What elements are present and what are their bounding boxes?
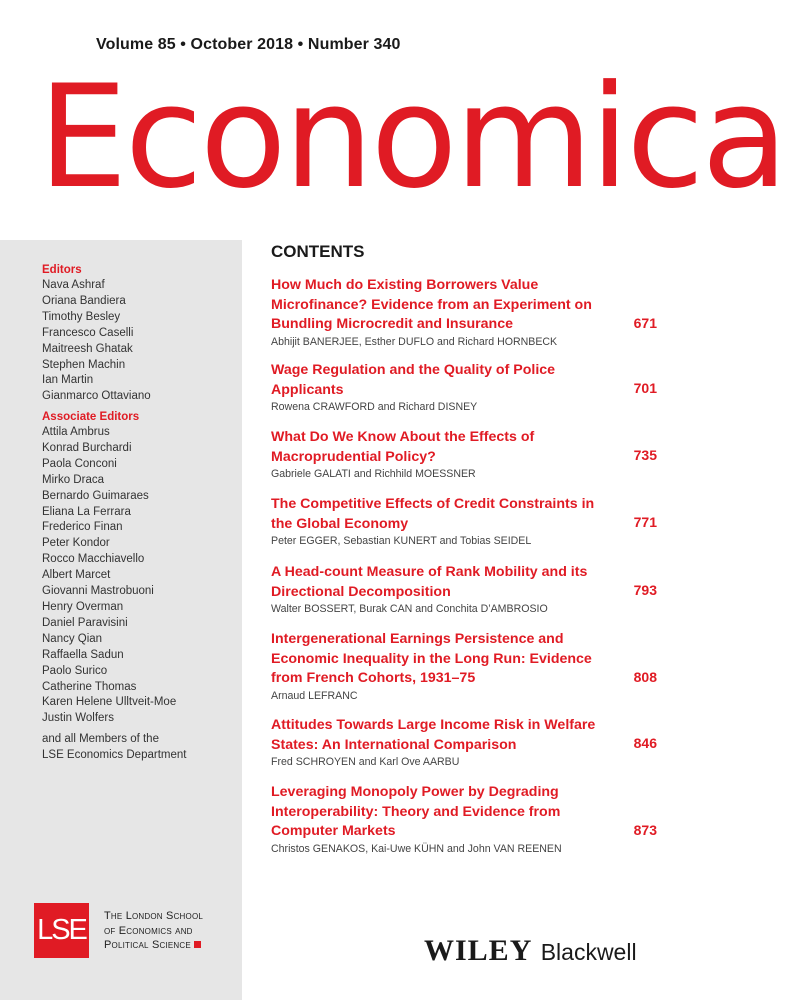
article-page-number: 873 <box>633 822 657 838</box>
editors-note <box>42 732 186 763</box>
lse-name-line: of Economics and <box>104 924 193 937</box>
editors-section <box>42 262 151 405</box>
article-page-number: 735 <box>633 447 657 463</box>
associate-editor-name: Frederico Finan <box>42 521 123 534</box>
article-title[interactable]: Wage Regulation and the Quality of Police Applicants <box>271 362 556 398</box>
publisher-logo <box>424 934 637 968</box>
associate-editors-section <box>42 409 176 727</box>
article-title[interactable]: What Do We Know About the Effects of Macroprudential Policy? <box>271 429 535 465</box>
editors-note-line: LSE Economics Department <box>42 748 187 761</box>
article-entry[interactable] <box>271 630 661 704</box>
associate-editor-name: Justin Wolfers <box>42 712 115 725</box>
article-page-number: 793 <box>633 582 657 598</box>
associate-editors-heading: Associate Editors <box>42 411 140 423</box>
editors-note-line: and all Members of the <box>42 733 159 745</box>
editors-sidebar <box>0 240 242 1000</box>
red-square-icon <box>194 941 201 948</box>
article-page-number: 808 <box>633 669 657 685</box>
associate-editor-name: Giovanni Mastrobuoni <box>42 585 154 598</box>
article-authors: Abhijit BANERJEE, Esther DUFLO and Richard HORNBECK <box>271 335 558 348</box>
article-entry[interactable] <box>271 428 661 482</box>
editor-name: Stephen Machin <box>42 358 126 371</box>
article-authors: Walter BOSSERT, Burak CAN and Conchita D’AMBROSIO <box>271 603 548 615</box>
blackwell-wordmark: Blackwell <box>540 939 637 965</box>
associate-editors-list <box>42 425 176 727</box>
article-authors: Peter EGGER, Sebastian KUNERT and Tobias SEIDEL <box>271 535 532 547</box>
lse-name-line-text: Political Science <box>104 939 191 951</box>
article-authors: Christos GENAKOS, Kai-Uwe KÜHN and John VAN REENEN <box>271 842 562 855</box>
article-authors: Gabriele GALATI and Richhild MOESSNER <box>271 468 476 480</box>
article-page-number: 671 <box>633 315 657 331</box>
associate-editor-name: Albert Marcet <box>42 569 111 582</box>
article-title[interactable]: Intergenerational Earnings Persistence and Economic Inequality in the Long Run: Evidence from French Cohorts, 1931–75 <box>271 631 592 686</box>
article-entry[interactable] <box>271 563 661 617</box>
wiley-wordmark: WILEY <box>424 934 533 967</box>
editor-name: Maitreesh Ghatak <box>42 342 133 355</box>
editor-name: Nava Ashraf <box>42 279 105 291</box>
article-page-number: 701 <box>633 380 657 396</box>
editor-name: Timothy Besley <box>42 310 121 323</box>
journal-title: Economica <box>38 55 785 220</box>
associate-editor-name: Rocco Macchiavello <box>42 553 145 566</box>
associate-editor-name: Eliana La Ferrara <box>42 505 131 518</box>
associate-editor-name: Paolo Surico <box>42 664 108 677</box>
editors-heading: Editors <box>42 264 82 276</box>
associate-editor-name: Karen Helene Ulltveit-Moe <box>42 696 177 709</box>
lse-logo: LSE <box>34 903 89 958</box>
editor-name: Ian Martin <box>42 374 94 387</box>
editor-name: Oriana Bandiera <box>42 294 126 307</box>
article-title[interactable]: Attitudes Towards Large Income Risk in Welfare States: An International Comparison <box>271 717 596 753</box>
contents-heading: CONTENTS <box>271 242 365 261</box>
article-authors: Fred SCHROYEN and Karl Ove AARBU <box>271 756 460 768</box>
article-title[interactable]: The Competitive Effects of Credit Constraints in the Global Economy <box>271 496 595 532</box>
editor-name: Francesco Caselli <box>42 326 134 339</box>
article-title[interactable]: A Head-count Measure of Rank Mobility and its Directional Decomposition <box>271 564 588 600</box>
associate-editor-name: Nancy Qian <box>42 632 103 645</box>
editor-name: Gianmarco Ottaviano <box>42 390 151 403</box>
article-authors: Arnaud LEFRANC <box>271 689 358 702</box>
article-authors: Rowena CRAWFORD and Richard DISNEY <box>271 401 478 413</box>
associate-editor-name: Peter Kondor <box>42 537 110 550</box>
article-title[interactable]: How Much do Existing Borrowers Value Microfinance? Evidence from an Experiment on Bundling Microcredit and Insurance <box>271 277 592 332</box>
associate-editor-name: Raffaella Sadun <box>42 648 124 661</box>
issue-line: Volume 85 • October 2018 • Number 340 <box>96 36 401 53</box>
lse-name <box>104 909 203 953</box>
associate-editor-name: Mirko Draca <box>42 473 104 486</box>
associate-editor-name: Paola Conconi <box>42 457 117 470</box>
associate-editor-name: Daniel Paravisini <box>42 616 128 629</box>
article-entry[interactable] <box>271 783 661 857</box>
lse-name-line <box>104 938 203 953</box>
associate-editor-name: Attila Ambrus <box>42 426 110 438</box>
article-page-number: 846 <box>633 735 657 751</box>
editors-list <box>42 278 151 405</box>
article-entry[interactable] <box>271 495 661 549</box>
article-entry[interactable] <box>271 276 661 350</box>
associate-editor-name: Catherine Thomas <box>42 680 137 693</box>
associate-editor-name: Henry Overman <box>42 600 124 613</box>
article-entry[interactable] <box>271 361 661 415</box>
article-page-number: 771 <box>633 514 657 530</box>
associate-editor-name: Bernardo Guimaraes <box>42 489 149 502</box>
article-title[interactable]: Leveraging Monopoly Power by Degrading Interoperability: Theory and Evidence from Computer Markets <box>271 784 561 839</box>
lse-name-line: The London School <box>104 910 204 922</box>
article-entry[interactable] <box>271 716 661 770</box>
associate-editor-name: Konrad Burchardi <box>42 441 132 454</box>
